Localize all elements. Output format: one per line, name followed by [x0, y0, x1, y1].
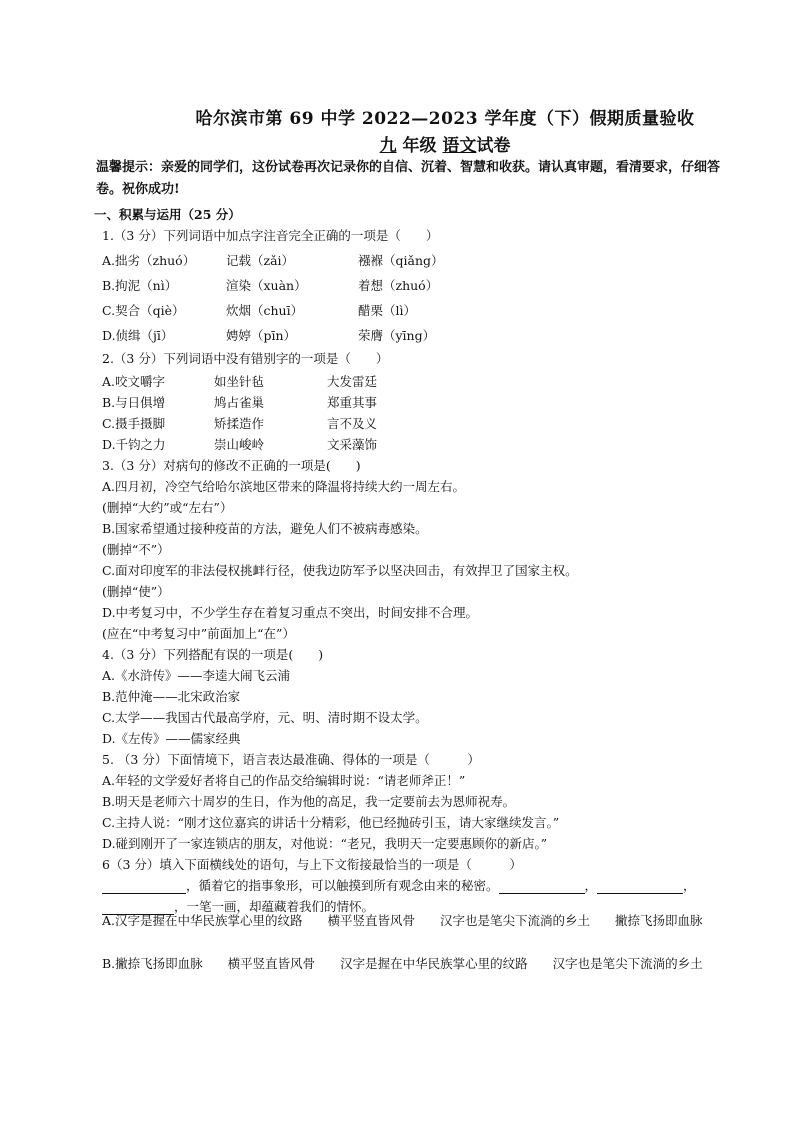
q1-c2: 炊烟（chuī）: [226, 303, 304, 318]
q5-line: D.碰到刚开了一家连锁店的朋友，对他说：“老兄，我明天一定要惠顾你的新店。”: [102, 836, 548, 851]
q1-b1: B.拘泥（nì）: [102, 278, 178, 293]
exam-subtitle: [100, 131, 790, 156]
q1-stem: 1.（3 分）下列词语中加点字注音完全正确的一项是（ ）: [102, 228, 439, 243]
q1-c1: C.契合（qiè）: [102, 303, 185, 318]
q2-a2: 如坐针毡: [214, 374, 265, 389]
section-title: 一、积累与运用（25 分）: [94, 207, 241, 222]
q2-option-row: [102, 414, 377, 432]
q2-c2: 矫揉造作: [214, 416, 265, 431]
q1-c3: 醋栗（lì）: [358, 303, 416, 318]
fill-text-1: ，循着它的指事象形，可以触摸到所有观念由来的秘密。: [186, 878, 499, 893]
q2-d1: D.千钧之力: [102, 437, 166, 452]
q3-line: D.中考复习中，不少学生存在着复习重点不突出，时间安排不合理。: [102, 605, 479, 620]
q3-line: (删掉“不”）: [102, 542, 170, 557]
blank-1: [102, 880, 186, 894]
q5-stem: 5. （3 分）下面情境下，语言表达最准确、得体的一项是（ ）: [102, 752, 480, 767]
q1-a3: 襁褓（qiǎng）: [358, 253, 444, 268]
q2-b2: 鸠占雀巢: [214, 395, 265, 410]
q2-option-row: [102, 393, 377, 411]
paper-word: 试卷: [476, 136, 511, 156]
blank-2: [499, 880, 585, 894]
q3-line: A.四月初，冷空气给哈尔滨地区带来的降温将持续大约一周左右。: [102, 479, 466, 494]
grade-suffix: 年级: [396, 136, 443, 156]
q2-b1: B.与日俱增: [102, 395, 166, 410]
q6-fill-line: ，循着它的指事象形，可以触摸到所有观念由来的秘密。 ， ，: [102, 876, 696, 894]
q2-a3: 大发雷廷: [327, 374, 378, 389]
q1-d2: 娉婷（pīn）: [226, 328, 297, 343]
q2-option-row: [102, 435, 377, 453]
q1-b3: 着想（zhuó）: [358, 278, 439, 293]
q3-line: C.面对印度军的非法侵权挑衅行径，使我边防军予以坚决回击，有效捍卫了国家主权。: [102, 563, 578, 578]
q1-a2: 记载（zǎi）: [226, 253, 295, 268]
q3-line: (删掉“大约”或“左右”）: [102, 500, 233, 515]
q1-a1: A.拙劣（zhuó）: [102, 253, 196, 268]
q5-line: C.主持人说：“刚才这位嘉宾的讲话十分精彩，他已经抛砖引玉，请大家继续发言。”: [102, 815, 560, 830]
q2-a1: A.咬文嚼字: [102, 374, 166, 389]
q2-d2: 崇山峻岭: [214, 437, 265, 452]
q2-c3: 言不及义: [327, 416, 378, 431]
q1-option-row: [102, 326, 435, 344]
q2-d3: 文采藻饰: [327, 437, 378, 452]
q1-b2: 渲染（xuàn）: [226, 278, 307, 293]
q1-option-row: [102, 301, 416, 319]
fill-text-2: ，一笔一画，却蕴藏着我们的情怀。: [174, 899, 375, 914]
fill-comma: ，: [584, 878, 598, 893]
q4-line: D.《左传》——儒家经典: [102, 731, 241, 746]
q1-d1: D.侦缉（jī）: [102, 328, 174, 343]
q6-stem: 6（3 分）填入下面横线处的语句，与上下文衔接最恰当的一项是（ ）: [102, 857, 522, 872]
exam-title: 哈尔滨市第 69 中学 2022—2023 学年度（下）假期质量验收: [195, 109, 695, 129]
blank-3: [597, 880, 683, 894]
q3-line: (应在“中考复习中”前面加上“在”）: [102, 626, 295, 641]
q4-stem: 4.（3 分）下列搭配有误的一项是( ): [102, 647, 324, 662]
q2-c1: C.摄手摄脚: [102, 416, 166, 431]
q5-line: B.明天是老师六十周岁的生日，作为他的高足，我一定要前去为恩师祝寿。: [102, 794, 516, 809]
q2-option-row: [102, 372, 377, 390]
q3-stem: 3.（3 分）对病句的修改不正确的一项是( ): [102, 458, 361, 473]
q6-option-a: A.汉字是握在中华民族掌心里的纹路 横平竖直皆风骨 汉字也是笔尖下流淌的乡土 撇捺飞扬即血脉: [102, 913, 703, 928]
q4-line: B.范仲淹——北宋政治家: [102, 689, 241, 704]
warm-tip: 温馨提示：亲爱的同学们，这份试卷再次记录你的自信、沉着、智慧和收获。请认真审题，看清要求，仔细答卷。祝你成功!: [96, 160, 721, 197]
grade: 九: [379, 136, 397, 156]
q3-line: B.国家希望通过接种疫苗的方法，避免人们不被病毒感染。: [102, 521, 428, 536]
q1-option-row: [102, 276, 438, 294]
q4-line: A.《水浒传》——李逵大闹飞云浦: [102, 668, 291, 683]
q2-b3: 郑重其事: [327, 395, 378, 410]
q3-line: (删掉“使”）: [102, 584, 170, 599]
q2-stem: 2.（3 分）下列词语中没有错别字的一项是（ ）: [102, 351, 389, 366]
q6-option-b: B.撇捺飞扬即血脉 横平竖直皆风骨 汉字是握在中华民族掌心里的纹路 汉字也是笔尖下流淌的乡土: [102, 956, 703, 971]
q1-option-row: [102, 251, 444, 269]
q4-line: C.太学——我国古代最高学府，元、明、清时期不设太学。: [102, 710, 428, 725]
subject: 语文: [442, 136, 477, 156]
q5-line: A.年轻的文学爱好者将自己的作品交给编辑时说：“请老师斧正！”: [102, 773, 466, 788]
q1-d3: 荣膺（yīng）: [358, 328, 436, 343]
